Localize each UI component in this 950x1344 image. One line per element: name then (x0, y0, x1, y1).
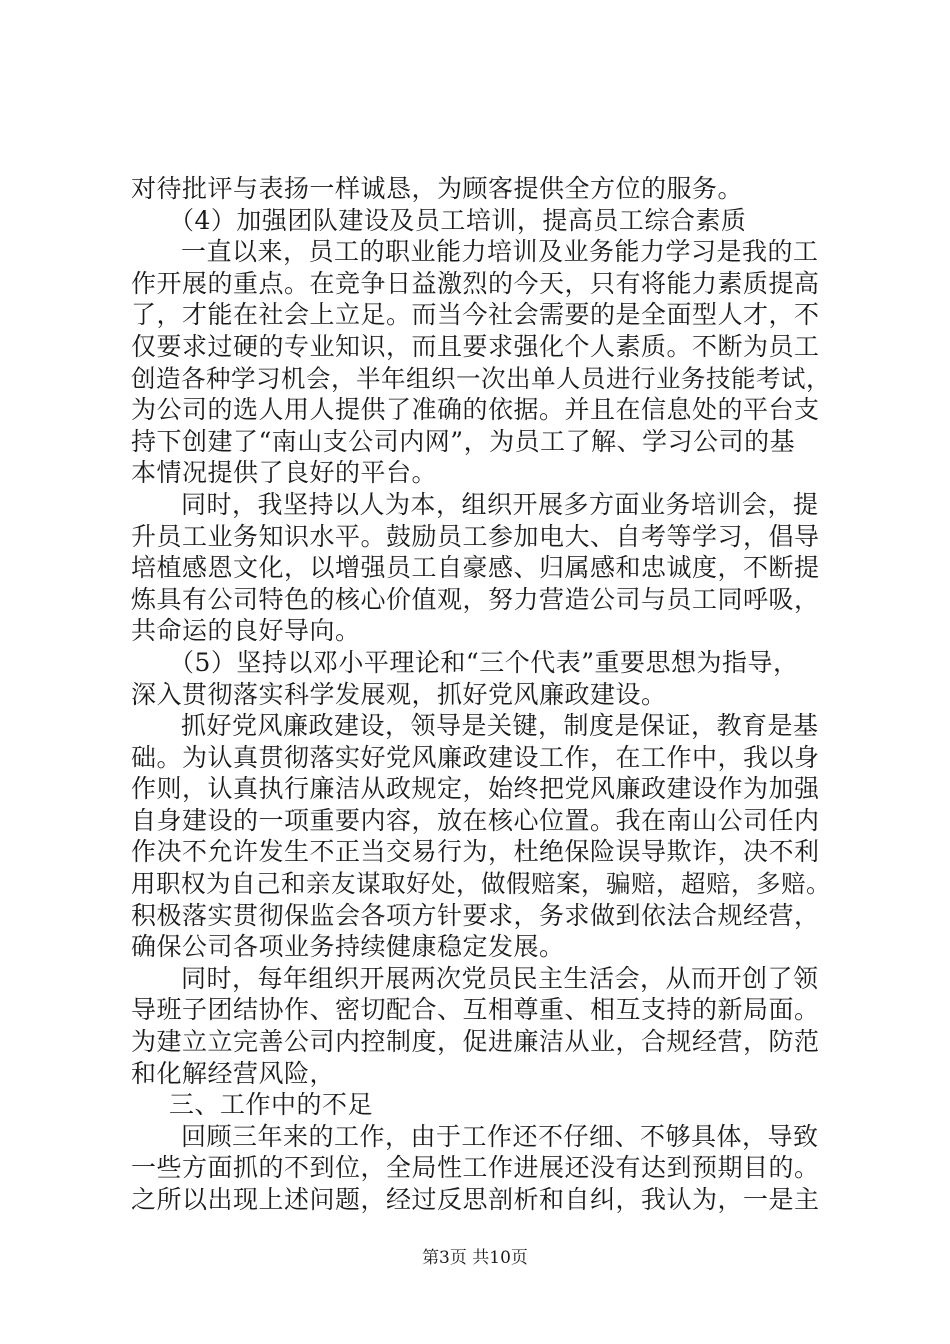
text-line: 仅要求过硬的专业知识，而且要求强化个人素质。不断为员工 (131, 331, 820, 361)
text-line: 一些方面抓的不到位，全局性工作进展还没有达到预期目的。 (131, 1153, 820, 1183)
text-line: 创造各种学习机会，半年组织一次出单人员进行业务技能考试， (131, 363, 831, 393)
text-line: （4）加强团队建设及员工培训，提高员工综合素质 (169, 205, 747, 235)
text-line: 抓好党风廉政建设，领导是关键，制度是保证，教育是基 (181, 711, 819, 741)
text-line: 一直以来，员工的职业能力培训及业务能力学习是我的工 (181, 237, 819, 267)
text-line: 导班子团结协作、密切配合、互相尊重、相互支持的新局面。 (131, 995, 820, 1025)
text-line: 共命运的良好导向。 (131, 616, 361, 646)
text-line: 为公司的选人用人提供了准确的依据。并且在信息处的平台支 (131, 395, 820, 425)
text-line: 作决不允许发生不正当交易行为，杜绝保险误导欺诈，决不利 (131, 837, 820, 867)
text-line: 三、工作中的不足 (169, 1090, 374, 1120)
text-line: 同时，我坚持以人为本，组织开展多方面业务培训会，提 (181, 489, 819, 519)
text-line: 用职权为自己和亲友谋取好处，做假赔案，骗赔，超赔，多赔。 (131, 869, 831, 899)
text-line: 本情况提供了良好的平台。 (131, 458, 438, 488)
text-line: 之所以出现上述问题，经过反思剖析和自纠，我认为，一是主 (131, 1185, 820, 1214)
text-line: 为建立立完善公司内控制度，促进廉洁从业，合规经营，防范 (131, 1027, 820, 1057)
text-line: 确保公司各项业务持续健康稳定发展。 (131, 932, 565, 962)
text-line: 积极落实贯彻保监会各项方针要求，务求做到依法合规经营， (131, 900, 820, 930)
text-line: 升员工业务知识水平。鼓励员工参加电大、自考等学习，倡导 (131, 521, 820, 551)
text-line: 深入贯彻落实科学发展观，抓好党风廉政建设。 (131, 679, 667, 709)
text-line: 了，才能在社会上立足。而当今社会需要的是全面型人才，不 (131, 300, 820, 330)
text-line: 同时，每年组织开展两次党员民主生活会，从而开创了领 (181, 963, 819, 993)
text-line: 对待批评与表扬一样诚恳，为顾客提供全方位的服务。 (131, 174, 744, 203)
text-line: 回顾三年来的工作，由于工作还不仔细、不够具体，导致 (181, 1121, 819, 1151)
text-line: 作则，认真执行廉洁从政规定，始终把党风廉政建设作为加强 (131, 774, 820, 804)
text-line: （5）坚持以邓小平理论和“三个代表”重要思想为指导， (169, 647, 799, 677)
text-line: 和化解经营风险， (131, 1058, 336, 1088)
text-line: 础。为认真贯彻落实好党风廉政建设工作，在工作中，我以身 (131, 742, 820, 772)
text-line: 自身建设的一项重要内容，放在核心位置。我在南山公司任内 (131, 805, 820, 835)
text-line: 持下创建了“南山支公司内网”，为员工了解、学习公司的基 (131, 426, 796, 456)
text-line: 炼具有公司特色的核心价值观，努力营造公司与员工同呼吸， (131, 584, 820, 614)
page-footer: 第3页 共10页 (422, 1248, 528, 1268)
document-body (131, 173, 831, 1216)
text-line: 培植感恩文化，以增强员工自豪感、归属感和忠诚度，不断提 (131, 553, 820, 583)
text-line: 作开展的重点。在竞争日益激烈的今天，只有将能力素质提高 (131, 268, 820, 298)
